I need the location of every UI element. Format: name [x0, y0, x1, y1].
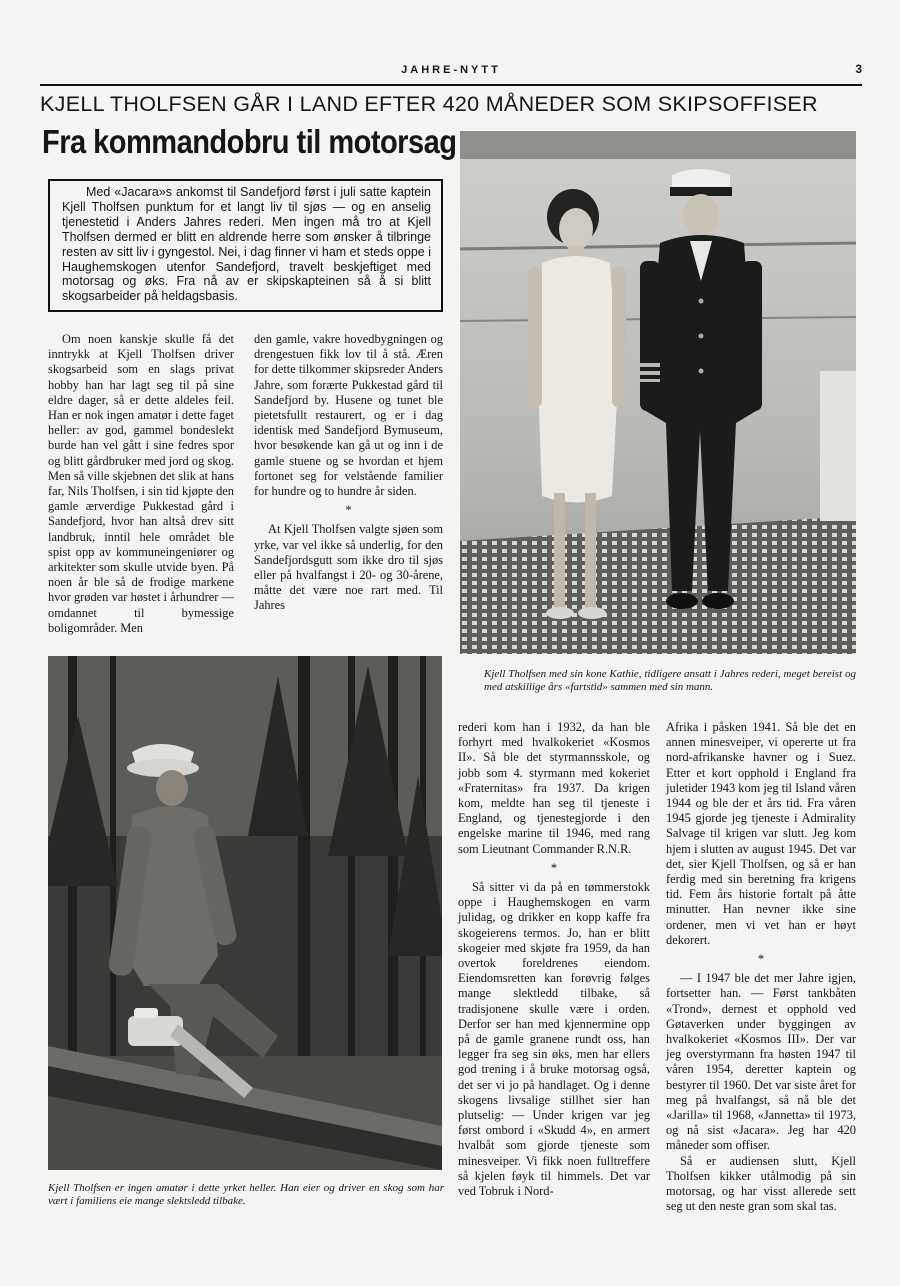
running-header [40, 58, 862, 86]
running-title: JAHRE-NYTT [401, 64, 501, 76]
section-star: * [757, 952, 765, 967]
column-2 [254, 332, 443, 614]
column-4-paragraph-1: Afrika i påsken 1941. Så ble det en annen minesveiper, vi opererte ut fra nord-afrikanske havner og i Suez. Etter et kort opphold i England fra juletider 1943 kom jeg til Island våren 1944 og ble der et års tid. Fra våren 1945 gjorde jeg tjeneste i Admirality Salvage til krigen var slutt. Jeg kom hjem i slutten av august 1945. Det var det, sier Kjell Tholfsen, og så er han ferdig med sin beretning fra krigens tid. Fem års historie fortalt på åtte minutter. Han nevner ikke sine ordener, men vi vet han er høyt dekorert. [666, 720, 856, 947]
headline: Fra kommandobru til motorsag [42, 123, 457, 160]
column-4-paragraph-3: Så er audiensen slutt, Kjell Tholfsen kikker utålmodig på sin motorsag, og har visst allerede sett seg ut den neste gran som skal tas. [666, 1153, 856, 1214]
column-2-paragraph-2: At Kjell Tholfsen valgte sjøen som yrke, var vel ikke så underlig, for den Sandefjordsgutt som ikke dro til sjøs eller på hvalfangst i 20- og 30-årene, måtte det være noe rart med. Til Jahres [254, 522, 443, 613]
section-star: * [550, 860, 558, 875]
couple-on-deck-photo [460, 131, 856, 654]
lead-box: Med «Jacara»s ankomst til Sandefjord først i juli satte kaptein Kjell Tholfsen punktum for et langt liv til sjøs — og en anselig tjenestetid i Anders Jahres rederi. Men ingen må tro at Kjell Tholfsen dermed er blitt en aldrende herre som ønsker å tilbringe resten av sitt liv i gyngestol. Nei, i dag finner vi ham et steds oppe i Haughemskogen utenfor Sandefjord, travelt beskjeftiget med motorsag og øks. Fra nå av er skipskapteinen så å si blitt skogsarbeider på heldagsbasis. [48, 179, 443, 312]
column-1-paragraph: Om noen kanskje skulle få det inntrykk at Kjell Tholfsen driver skogsarbeid som en slags privat hobby han har lagt seg til på sine eldre dager, så er dette aldeles feil. Han er nok ingen amatør i dette faget heller: av god, gammel bondeslekt burde han vel gått i sine fedres spor og blitt gårdbruker med jord og skog. Men så ville skjebnen det slik at hans far, Nils Tholfsen, i sin tid kjøpte den gamle ærverdige Pukkestad gård i Sandefjord, hvor han altså drev sitt landbruk, inntil hele området ble spist opp av kommuneingeniører og arkitekter som skulle utvide byen. På noen år ble så de frodige markene hvor grøden var høstet i århundrer — omdannet til bymessige boligområder. Men [48, 332, 234, 635]
forest-chainsaw-photo [48, 656, 442, 1170]
column-1 [48, 332, 234, 636]
kicker: KJELL THOLFSEN GÅR I LAND EFTER 420 MÅNEDER SOM SKIPSOFFISER [40, 92, 818, 116]
forest-chainsaw-photo-icon [48, 656, 442, 1170]
column-2-paragraph-1: den gamle, vakre hovedbygningen og drengestuen fikk lov til å stå. Æren for dette tilkommer skipsreder Anders Jahre, som forærte Pukkestad gård til Sandefjord by. Husene og tunet ble pietetsfullt restaurert, og er i dag identisk med Sandefjord Bymuseum, hvor besøkende kan gå ut og inn i de gamle stuene og se hvordan et hjem fortonet seg for velstående familier for hundre og to hundre år siden. [254, 332, 443, 499]
column-3-paragraph-2: Så sitter vi da på en tømmerstokk oppe i Haughemskogen en varm julidag, og drikker en kopp kaffe fra skogeierens termos. Jo, han er blitt skogeier med skjøte fra 1959, da han overtok foreldrenes eiendom. Eiendomsretten kan forøvrig følges mange slektledd tilbake, så tradisjonene skulle være i orden. Derfor ser han med kjennermine opp på de gamle granene rundt oss, han legger fra seg sin øks, men har ellers god trening i å bruke motorsag også, det ser vi jo på handlaget. Og i denne skogens livsalige stillhet sier han plutselig: — Under krigen var jeg først ombord i «Skudd 4», en armert hvalbåt som gjorde tjeneste som minesveiper. Vi fikk noen fulltreffere så kjelen føyk til himmels. Det var ved Tobruk i Nord- [458, 880, 650, 1199]
caption-top: Kjell Tholfsen med sin kone Kathie, tidligere ansatt i Jahres rederi, meget bereist og med atskillige års «fartstid» sammen med sin mann. [484, 668, 856, 693]
column-3-paragraph-1: rederi kom han i 1932, da han ble forhyrt med hvalkokeriet «Kosmos II». Så ble det styrmannsskole, og jobb som 4. styrmann med kokeriet «Fraternitas» fra 1937. Da krigen kom, meldte han seg til tjeneste i England, og tjenestegjorde i den engelske marine til 1946, med rang som Lieutnant Commander R.N.R. [458, 720, 650, 856]
couple-on-deck-photo-icon [460, 131, 856, 654]
section-star: * [345, 503, 352, 518]
column-3 [458, 720, 650, 1199]
caption-bottom: Kjell Tholfsen er ingen amatør i dette yrket heller. Han eier og driver en skog som har vært i familiens eie mange slektsledd tilbake. [48, 1182, 444, 1207]
column-4 [666, 720, 856, 1215]
page-number: 3 [855, 62, 862, 76]
column-4-paragraph-2: — I 1947 ble det mer Jahre igjen, fortsetter han. — Først tankbåten «Trond», dernest et opphold ved Gøtaverken under byggingen av hvalkokeriet «Kosmos III». Der var jeg overstyrmann fra høsten 1947 til våren 1954, deretter kaptein og bestyrer til 1960. Det var siste året for meg på hvalfangst, så nå ble det «Jarilla» til 1968, «Jannetta» til 1973, og nå sist «Jacara». Jeg har 420 måneder som offiser. [666, 971, 856, 1153]
